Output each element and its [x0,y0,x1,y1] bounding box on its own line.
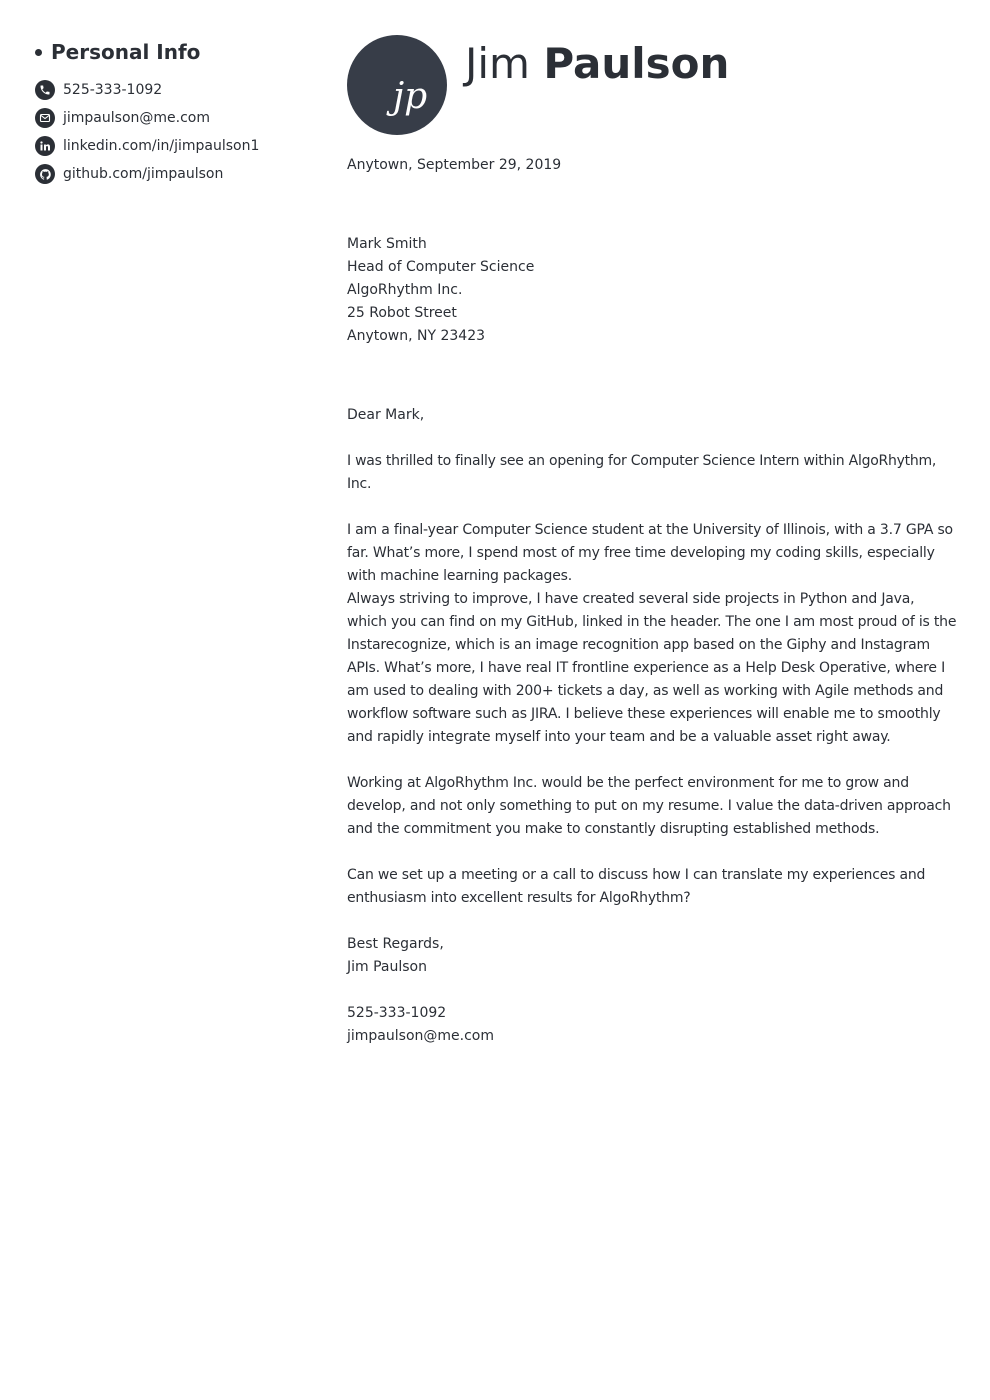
salutation: Dear Mark, [347,407,425,423]
phone-text: 525-333-1092 [63,82,163,98]
applicant-name [465,41,729,87]
footer-phone: 525-333-1092 [347,1005,447,1021]
closing-block [347,933,957,979]
paragraph: I am a final-year Computer Science student at the University of Illinois, with a 3.7 GPA so far. What’s more, I spend most of my free time developing my coding skills, especially with machine learning packages. [347,522,953,584]
footer-email[interactable]: jimpaulson@me.com [347,1028,494,1044]
email-link[interactable]: jimpaulson@me.com [63,110,210,126]
recipient-title: Head of Computer Science [347,259,535,275]
closing-phrase: Best Regards, [347,936,444,952]
github-icon [35,164,55,184]
linkedin-icon [35,136,55,156]
first-name: Jim [465,39,530,88]
letter-header [347,35,957,135]
github-link[interactable]: github.com/jimpaulson [63,166,224,182]
recipient-street: 25 Robot Street [347,305,457,321]
paragraph: I was thrilled to finally see an opening for Computer Science Intern within AlgoRhythm, Inc. [347,453,937,492]
bullet-icon [35,49,42,56]
recipient-name: Mark Smith [347,236,427,252]
recipient-city: Anytown, NY 23423 [347,328,486,344]
email-icon [35,108,55,128]
linkedin-link[interactable]: linkedin.com/in/jimpaulson1 [63,138,260,154]
footer-contact [347,1002,957,1048]
recipient-company: AlgoRhythm Inc. [347,282,463,298]
paragraph: Always striving to improve, I have created several side projects in Python and Java, which you can find on my GitHub, linked in the header. The one I am most proud of is the Instarecognize, which is an image recognition app based on the Giphy and Instagram APIs. What’s more, I have real IT frontline experience as a Help Desk Operative, where I am used to dealing with 200+ tickets a day, as well as working with Agile methods and workflow software such as JIRA. I believe these experiences will enable me to smoothly and rapidly integrate myself into your team and be a valuable asset right away. [347,591,957,745]
monogram-avatar [347,35,447,135]
personal-info-heading [35,38,325,66]
contact-phone [35,76,325,104]
phone-icon [35,80,55,100]
paragraph: Working at AlgoRhythm Inc. would be the perfect environment for me to grow and develop, and not only something to put on my resume. I value the data-driven approach and the commitment you make to constantly disrupting established methods. [347,775,951,837]
contact-github[interactable] [35,160,325,188]
paragraph: Can we set up a meeting or a call to discuss how I can translate my experiences and enthusiasm into excellent results for AlgoRhythm? [347,867,926,906]
letter-date: Anytown, September 29, 2019 [347,157,562,173]
personal-info-title: Personal Info [51,40,201,64]
recipient-block [347,233,957,348]
contact-email[interactable] [35,104,325,132]
sidebar [35,38,325,188]
monogram-initials: jp [393,76,428,117]
contact-linkedin[interactable] [35,132,325,160]
letter-body [347,450,957,910]
cover-letter [347,35,957,1048]
signature-name: Jim Paulson [347,959,427,975]
last-name: Paulson [543,39,730,88]
